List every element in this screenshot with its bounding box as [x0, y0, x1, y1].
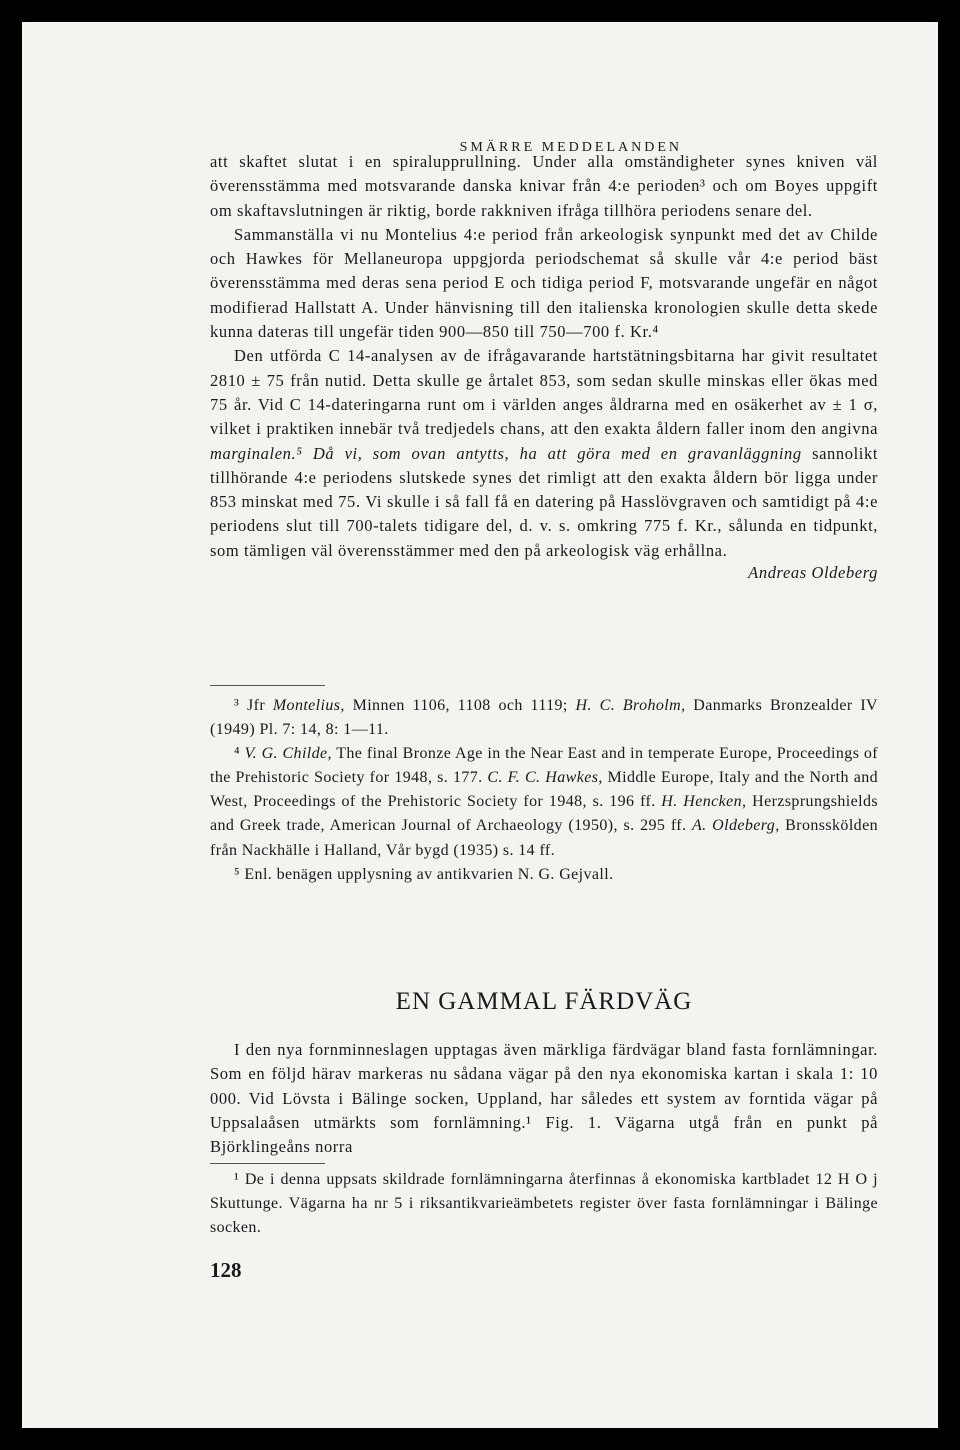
footnote-4	[210, 742, 878, 862]
section-1-body	[210, 150, 878, 583]
footnote-author: H. Hencken,	[661, 793, 747, 811]
footnotes-2	[210, 1168, 878, 1240]
paragraph-3-italic: marginalen.⁵ Då vi, som ovan antytts, ha att göra med en gravanläggning	[210, 443, 802, 463]
footnote-text: Middle Europe, Italy and the North and West, Proceedings of the Prehistoric Society for 1948, s. 196 ff.	[210, 769, 878, 811]
running-head: SMÄRRE MEDDELANDEN	[459, 140, 682, 155]
footnote-text: The final Bronze Age in the Near East and in temperate Europe, Proceedings of the Prehistoric Society for 1948, s. 177.	[210, 745, 878, 787]
article-2-paragraph-1: I den nya fornminneslagen upptagas även märkliga färdvägar bland fasta fornlämningar. Som en följd härav markeras nu sådana vägar på den nya ekonomiska kartan i skala 1: 10 000. Vid Lövsta i Bälinge socken, Uppland, har således ett system av forntida vägar på Uppsalaåsen utmärkts som fornlämning.¹ Fig. 1. Vägarna utgå från en punkt på Björklingeåns norra	[210, 1040, 878, 1157]
footnote-text: Herzsprungshields and Greek trade, American Journal of Archaeology (1950), s. 295 ff.	[210, 793, 878, 835]
footnote-text: Danmarks Bronzealder IV (1949) Pl. 7: 14, 8: 1—11.	[210, 697, 879, 739]
footnote-rule-2	[210, 1163, 325, 1164]
page-number: 128	[210, 1258, 242, 1282]
footnote-1: ¹ De i denna uppsats skildrade fornlämningarna återfinnas å ekonomiska kartbladet 12 H O j Skuttunge. Vägarna ha nr 5 i riksantikvarieämbetets register över fasta fornlämningar i Bälinge socken.	[210, 1171, 878, 1237]
footnote-text: Minnen 1106, 1108 och 1119;	[344, 697, 576, 714]
article-2-body	[210, 1038, 878, 1159]
footnote-3	[210, 694, 878, 742]
footnote-author: A. Oldeberg,	[692, 817, 780, 835]
footnote-text: Bronsskölden från Nackhälle i Halland, Vår bygd (1935) s. 14 ff.	[210, 817, 878, 859]
footnote-mark: ³	[234, 697, 240, 714]
paragraph-2: Sammanställa vi nu Montelius 4:e period från arkeologisk synpunkt med det av Childe och Hawkes för Mellaneuropa uppgjorda periodschemat så skulle vår 4:e period bäst överensstämma med deras sena period E och tidiga period F, motsvarande ungefär en något modifierad Hallstatt A. Under hänvisning till den italienska kronologien skulle detta skede kunna dateras till ungefär tiden 900—850 till 750—700 f. Kr.⁴	[210, 224, 878, 342]
footnote-author: H. C. Broholm,	[575, 697, 686, 714]
paragraph-3	[210, 344, 878, 563]
paragraph-3-part-a: Den utförda C 14-analysen av de ifrågavarande hartstätningsbitarna har givit resultatet 2810 ± 75 från nutid. Detta skulle ge årtalet 853, som sedan skulle minskas eller ökas med 75 år. Vid C 14-dateringarna runt om i världen anges åldrarna med en osäkerhet av ± 1 σ, vilket i praktiken innebär två tredjedels chans, att den exakta åldern faller inom den angivna	[210, 346, 878, 439]
footnote-text: Enl. benägen upplysning av antikvarien N. G. Gejvall.	[239, 865, 614, 883]
footnote-mark: ⁵	[234, 865, 240, 883]
footnote-5	[210, 863, 878, 887]
signature: Andreas Oldeberg	[748, 563, 878, 583]
paragraph-3-part-b: sannolikt tillhörande 4:e periodens slutskede synes det rimligt att den exakta åldern bör ligga under 853 minskat med 75. Vi skulle i så fall få en datering på Hasslövgraven och samtidigt på 4:e periodens slut till 700-talets tidigare del, d. v. s. omkring 775 f. Kr., sålunda en tidpunkt, som tämligen väl överensstämmer med den på arkeologisk väg erhållna.	[210, 443, 878, 560]
footnote-text: Jfr	[239, 697, 273, 714]
footnote-author: Montelius,	[272, 697, 345, 714]
footnote-mark: ⁴	[234, 745, 240, 763]
footnote-author: C. F. C. Hawkes,	[487, 769, 603, 787]
footnote-author: V. G. Childe,	[244, 745, 332, 763]
page	[22, 22, 938, 1428]
footnotes-1	[210, 694, 878, 887]
footnote-rule	[210, 685, 325, 686]
paragraph-1: att skaftet slutat i en spiralupprullning. Under alla omständigheter synes kniven väl överensstämma med motsvarande danska knivar från 4:e perioden³ och om Boyes uppgift om skaftavslutningen är riktig, borde rakkniven ifråga tillhöra periodens senare del.	[210, 152, 878, 220]
article-heading: EN GAMMAL FÄRDVÄG	[395, 988, 693, 1015]
